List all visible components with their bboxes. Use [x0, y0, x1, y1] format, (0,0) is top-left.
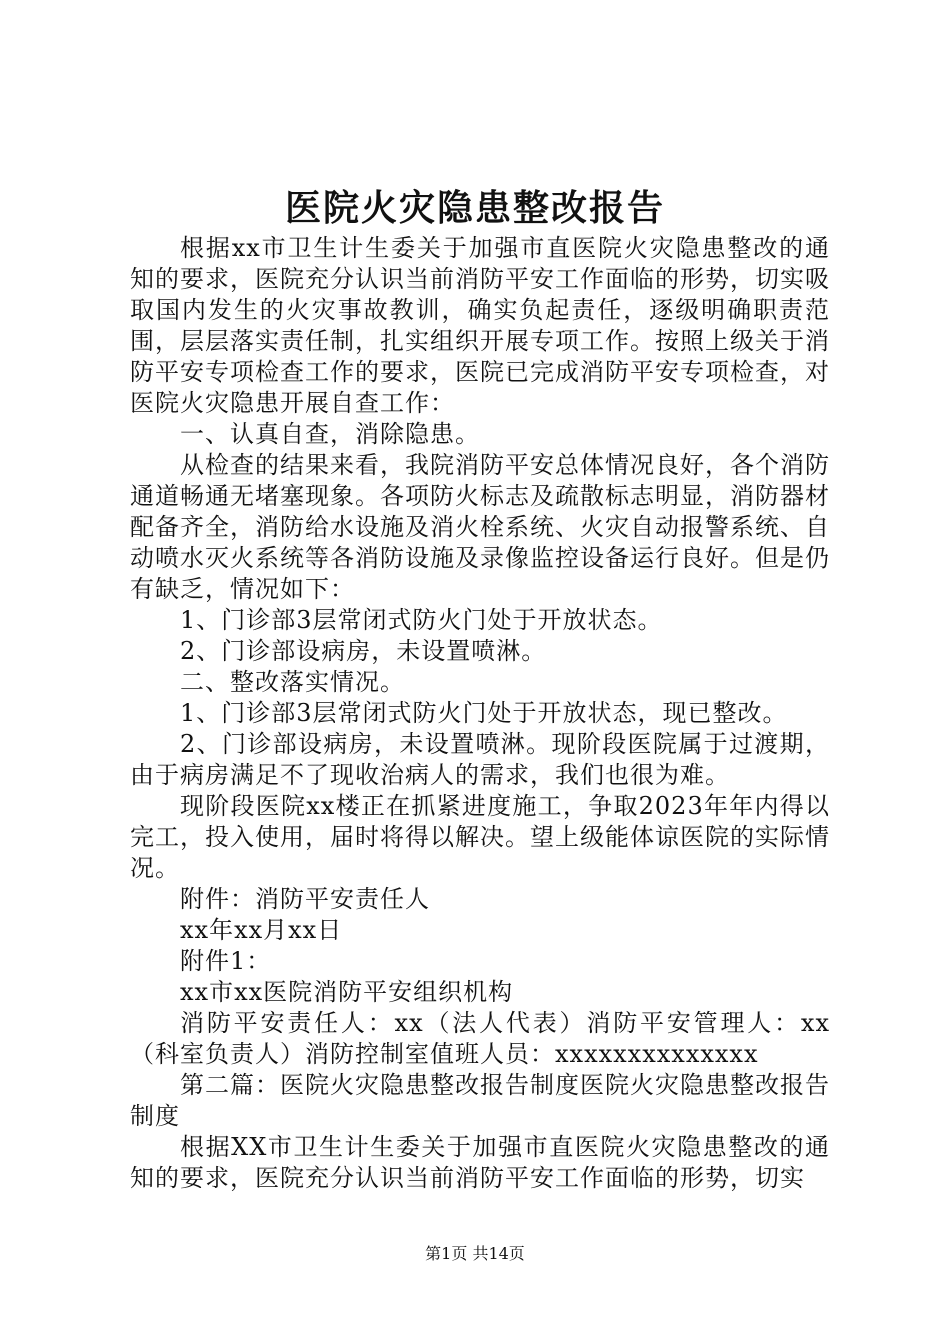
responsible-persons: 消防平安责任人：xx（法人代表）消防平安管理人：xx（科室负责人）消防控制室值班人员：xxxxxxxxxxxxxx: [130, 1009, 830, 1068]
paragraph-second-intro: 根据XX市卫生计生委关于加强市直医院火灾隐患整改的通知的要求，医院充分认识当前消防平安工作面临的形势，切实: [130, 1133, 830, 1192]
document-date: xx年xx月xx日: [180, 916, 343, 944]
issue-item-1: 1、门诊部3层常闭式防火门处于开放状态。: [180, 606, 663, 634]
paragraph-intro: 根据xx市卫生计生委关于加强市直医院火灾隐患整改的通知的要求，医院充分认识当前消防平安工作面临的形势，切实吸取国内发生的火灾事故教训，确实负起责任，逐级明确职责范围，层层落实责任制，扎实组织开展专项工作。按照上级关于消防平安专项检查工作的要求，医院已完成消防平安专项检查，对医院火灾隐患开展自查工作：: [130, 234, 830, 417]
section-heading-rectification: 二、整改落实情况。: [180, 668, 405, 696]
section-heading-self-check: 一、认真自查，消除隐患。: [180, 420, 480, 448]
document-title: 医院火灾隐患整改报告: [284, 187, 665, 229]
attachment-label: 附件：消防平安责任人: [180, 885, 430, 913]
paragraph-construction: 现阶段医院xx楼正在抓紧进度施工，争取2023年年内得以完工，投入使用，届时将得以解决。望上级能体谅医院的实际情况。: [130, 792, 830, 882]
organization-heading: xx市xx医院消防平安组织机构: [180, 978, 514, 1006]
issue-item-2: 2、门诊部设病房，未设置喷淋。: [180, 637, 547, 665]
paragraph-inspection-result: 从检查的结果来看，我院消防平安总体情况良好，各个消防通道畅通无堵塞现象。各项防火标志及疏散标志明显，消防器材配备齐全，消防给水设施及消火栓系统、火灾自动报警系统、自动喷水灭火系统等各消防设施及录像监控设备运行良好。但是仍有缺乏，情况如下：: [130, 451, 830, 603]
rectification-item-2: 2、门诊部设病房，未设置喷淋。现阶段医院属于过渡期，由于病房满足不了现收治病人的需求，我们也很为难。: [130, 730, 830, 789]
page-number: 第1页 共14页: [425, 1244, 525, 1263]
second-chapter-heading: 第二篇：医院火灾隐患整改报告制度医院火灾隐患整改报告制度: [130, 1071, 830, 1130]
attachment-1-label: 附件1：: [180, 947, 272, 975]
document-body: [130, 233, 830, 1194]
rectification-item-1: 1、门诊部3层常闭式防火门处于开放状态，现已整改。: [180, 699, 788, 727]
